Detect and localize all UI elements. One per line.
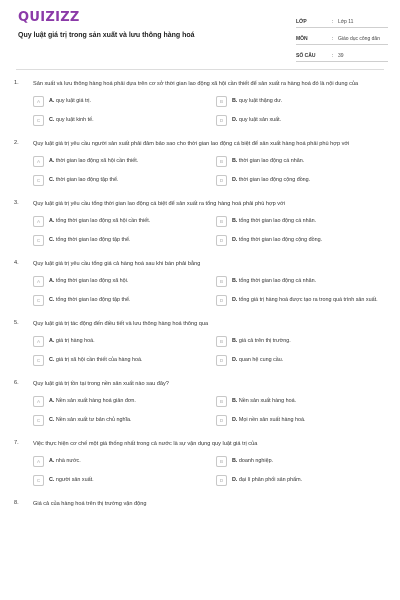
- option-text: [232, 98, 282, 105]
- option-checkbox[interactable]: D: [216, 235, 227, 246]
- option-letter: C.: [49, 116, 55, 123]
- option-checkbox[interactable]: C: [33, 415, 44, 426]
- option-checkbox[interactable]: B: [216, 276, 227, 287]
- answer-option[interactable]: [33, 95, 216, 107]
- answer-options: [33, 335, 388, 366]
- answer-option[interactable]: [216, 114, 399, 126]
- question-text: Quy luật giá trị yêu cầu tổng giá cả hàng hoá sau khi bán phải bằng: [33, 261, 201, 267]
- answer-option[interactable]: [33, 474, 216, 486]
- question-item: [14, 380, 388, 426]
- option-checkbox[interactable]: B: [216, 456, 227, 467]
- option-text: [232, 158, 304, 165]
- answer-option[interactable]: [216, 294, 399, 306]
- option-label: thời gian lao động tập thể.: [55, 176, 119, 183]
- answer-option[interactable]: [33, 155, 216, 167]
- option-checkbox[interactable]: A: [33, 456, 44, 467]
- meta-separator: :: [332, 36, 334, 42]
- answer-option[interactable]: [33, 114, 216, 126]
- option-letter: D.: [232, 236, 238, 243]
- question-item: [14, 80, 388, 126]
- option-letter: B.: [232, 217, 238, 224]
- question-text: Sản xuất và lưu thông hàng hoá phải dựa trên cơ sở thời gian lao động xã hội cần thiết để sản xuất ra hàng hoá đó là nội dung của: [33, 81, 359, 87]
- option-label: quy luật sản xuất.: [238, 116, 282, 123]
- meta-row-class: [296, 12, 388, 28]
- option-checkbox[interactable]: B: [216, 216, 227, 227]
- option-text: [49, 98, 91, 105]
- question-number: 3.: [14, 200, 19, 206]
- option-letter: C.: [49, 416, 55, 423]
- answer-option[interactable]: [216, 354, 399, 366]
- option-letter: C.: [49, 476, 55, 483]
- option-text: [49, 297, 130, 304]
- option-text: [232, 177, 310, 184]
- question-item: [14, 320, 388, 366]
- answer-option[interactable]: [33, 174, 216, 186]
- option-label: quy luật kinh tế.: [55, 116, 94, 123]
- option-letter: D.: [232, 176, 238, 183]
- option-label: tổng thời gian lao động xã hội.: [55, 277, 129, 284]
- option-label: tổng giá trị hàng hoá được tạo ra trong quá trình sản xuất.: [238, 296, 378, 303]
- option-letter: D.: [232, 296, 238, 303]
- question-number: 7.: [14, 440, 19, 446]
- option-checkbox[interactable]: B: [216, 336, 227, 347]
- option-letter: C.: [49, 176, 55, 183]
- option-text: [232, 458, 273, 465]
- answer-option[interactable]: [33, 354, 216, 366]
- answer-options: [33, 155, 388, 186]
- question-item: [14, 440, 388, 486]
- option-text: [49, 477, 94, 484]
- option-text: [49, 117, 94, 124]
- question-number: 1.: [14, 80, 19, 86]
- option-letter: A.: [49, 337, 55, 344]
- meta-value: 39: [338, 53, 344, 59]
- answer-option[interactable]: [216, 474, 399, 486]
- option-label: quan hệ cung cầu.: [238, 356, 284, 363]
- option-checkbox[interactable]: C: [33, 175, 44, 186]
- option-label: Nền sản xuất tư bản chủ nghĩa.: [55, 416, 132, 423]
- option-checkbox[interactable]: A: [33, 336, 44, 347]
- option-label: quy luật thặng dư.: [238, 97, 283, 104]
- question-item: [14, 500, 388, 508]
- answer-option[interactable]: [216, 275, 399, 287]
- option-label: giá cả trên thị trường.: [238, 337, 291, 344]
- answer-option[interactable]: [216, 414, 399, 426]
- option-checkbox[interactable]: D: [216, 175, 227, 186]
- answer-option[interactable]: [216, 395, 399, 407]
- option-letter: A.: [49, 397, 55, 404]
- option-letter: C.: [49, 296, 55, 303]
- option-letter: C.: [49, 356, 55, 363]
- option-text: [49, 218, 150, 225]
- option-checkbox[interactable]: B: [216, 156, 227, 167]
- answer-option[interactable]: [33, 294, 216, 306]
- answer-options: [33, 275, 388, 306]
- option-letter: B.: [232, 457, 238, 464]
- question-number: 6.: [14, 380, 19, 386]
- answer-options: [33, 95, 388, 126]
- meta-separator: :: [332, 19, 334, 25]
- option-label: tổng thời gian lao động xã hội cần thiết.: [55, 217, 151, 224]
- option-letter: C.: [49, 236, 55, 243]
- option-label: doanh nghiệp.: [238, 457, 274, 464]
- option-label: Nền sản xuất hàng hoá.: [238, 397, 297, 404]
- worksheet-title: Quy luật giá trị trong sản xuất và lưu thông hàng hoá: [18, 32, 195, 39]
- meta-row-count: [296, 46, 388, 62]
- option-label: tổng thời gian lao động cá nhân.: [238, 217, 317, 224]
- option-text: [232, 278, 316, 285]
- option-label: thời gian lao động cộng đồng.: [238, 176, 311, 183]
- question-text: Quy luật giá trị tác động đến điều tiết và lưu thông hàng hoá thông qua: [33, 321, 209, 327]
- option-checkbox[interactable]: D: [216, 415, 227, 426]
- option-text: [232, 218, 316, 225]
- answer-option[interactable]: [33, 234, 216, 246]
- option-text: [232, 237, 322, 244]
- option-checkbox[interactable]: C: [33, 475, 44, 486]
- question-text: Quy luật giá trị yêu cầu người sản xuất phải đảm bảo sao cho thời gian lao động cá biệt để sản xuất hàng hoá phải phù hợp với: [33, 141, 350, 147]
- option-text: [49, 398, 136, 405]
- option-text: [49, 177, 119, 184]
- option-label: tổng thời gian lao động cộng đồng.: [238, 236, 323, 243]
- question-number: 2.: [14, 140, 19, 146]
- option-checkbox[interactable]: A: [33, 216, 44, 227]
- answer-option[interactable]: [33, 414, 216, 426]
- answer-option[interactable]: [216, 155, 399, 167]
- answer-option[interactable]: [216, 215, 399, 227]
- answer-option[interactable]: [216, 95, 399, 107]
- option-checkbox[interactable]: D: [216, 115, 227, 126]
- meta-separator: :: [332, 53, 334, 59]
- header-divider: [16, 69, 384, 70]
- answer-options: [33, 215, 388, 246]
- worksheet-meta: [296, 12, 388, 63]
- option-text: [232, 297, 378, 304]
- option-letter: A.: [49, 457, 55, 464]
- meta-label: MÔN: [296, 36, 308, 42]
- question-list: [0, 80, 400, 508]
- option-label: thời gian lao động xã hội cần thiết.: [55, 157, 139, 164]
- option-checkbox[interactable]: C: [33, 295, 44, 306]
- question-item: [14, 140, 388, 186]
- option-text: [232, 338, 291, 345]
- question-number: 5.: [14, 320, 19, 326]
- answer-option[interactable]: [33, 335, 216, 347]
- question-text: Quy luật giá trị yêu cầu tổng thời gian lao động cá biệt để sản xuất ra tổng hàng hoá phải phù hợp với: [33, 201, 286, 207]
- meta-label: LỚP: [296, 19, 307, 25]
- option-letter: A.: [49, 97, 55, 104]
- answer-options: [33, 395, 388, 426]
- option-label: Mọi nền sản xuất hàng hoá.: [238, 416, 306, 423]
- option-label: Nền sản xuất hàng hoá giản đơn.: [55, 397, 136, 404]
- option-text: [232, 417, 305, 424]
- option-label: tổng thời gian lao động tập thể.: [55, 296, 131, 303]
- option-text: [232, 357, 283, 364]
- option-label: giá trị hàng hoá.: [55, 337, 95, 344]
- option-letter: B.: [232, 157, 238, 164]
- option-letter: D.: [232, 116, 238, 123]
- answer-option[interactable]: [216, 455, 399, 467]
- question-text: Giá cả của hàng hoá trên thị trường vận động: [33, 501, 147, 507]
- option-text: [49, 458, 81, 465]
- question-number: 4.: [14, 260, 19, 266]
- option-checkbox[interactable]: D: [216, 355, 227, 366]
- answer-option[interactable]: [216, 174, 399, 186]
- option-label: nhà nước.: [55, 457, 81, 464]
- option-letter: B.: [232, 397, 238, 404]
- option-checkbox[interactable]: A: [33, 396, 44, 407]
- question-item: [14, 260, 388, 306]
- option-text: [49, 237, 130, 244]
- option-label: đại lí phân phối sản phẩm.: [238, 476, 303, 483]
- option-letter: B.: [232, 277, 238, 284]
- option-label: người sản xuất.: [55, 476, 94, 483]
- meta-value: Lớp 11: [338, 19, 354, 25]
- meta-row-subject: [296, 29, 388, 45]
- option-text: [49, 338, 95, 345]
- option-text: [49, 417, 131, 424]
- option-letter: B.: [232, 337, 238, 344]
- option-text: [49, 278, 128, 285]
- option-letter: B.: [232, 97, 238, 104]
- option-letter: A.: [49, 217, 55, 224]
- answer-option[interactable]: [33, 455, 216, 467]
- question-item: [14, 200, 388, 246]
- option-letter: D.: [232, 356, 238, 363]
- option-text: [232, 117, 281, 124]
- option-label: tổng thời gian lao động cá nhân.: [238, 277, 317, 284]
- quizizz-logo: QUIZIZZ: [18, 10, 80, 25]
- answer-option[interactable]: [33, 215, 216, 227]
- option-label: giá trị xã hội cần thiết của hàng hoá.: [55, 356, 143, 363]
- option-label: quy luật giá trị.: [55, 97, 91, 104]
- meta-value: Giáo dục công dân: [338, 36, 380, 42]
- option-letter: D.: [232, 416, 238, 423]
- option-checkbox[interactable]: C: [33, 235, 44, 246]
- option-checkbox[interactable]: C: [33, 115, 44, 126]
- option-checkbox[interactable]: B: [216, 96, 227, 107]
- answer-options: [33, 455, 388, 486]
- meta-label: SỐ CÂU: [296, 53, 316, 59]
- option-checkbox[interactable]: D: [216, 295, 227, 306]
- option-text: [232, 477, 302, 484]
- answer-option[interactable]: [216, 234, 399, 246]
- option-checkbox[interactable]: A: [33, 96, 44, 107]
- option-checkbox[interactable]: D: [216, 475, 227, 486]
- option-text: [49, 158, 138, 165]
- option-letter: A.: [49, 277, 55, 284]
- question-number: 8.: [14, 500, 19, 506]
- option-letter: D.: [232, 476, 238, 483]
- answer-option[interactable]: [216, 335, 399, 347]
- option-checkbox[interactable]: B: [216, 396, 227, 407]
- answer-option[interactable]: [33, 395, 216, 407]
- question-text: Việc thực hiện cơ chế một giá thống nhất trong cả nước là sự vận dụng quy luật giá trị của: [33, 441, 258, 447]
- answer-option[interactable]: [33, 275, 216, 287]
- option-checkbox[interactable]: C: [33, 355, 44, 366]
- option-label: thời gian lao động cá nhân.: [238, 157, 305, 164]
- question-text: Quy luật giá trị tồn tại trong nền sản xuất nào sau đây?: [33, 381, 169, 387]
- option-text: [49, 357, 143, 364]
- option-checkbox[interactable]: A: [33, 276, 44, 287]
- option-checkbox[interactable]: A: [33, 156, 44, 167]
- option-label: tổng thời gian lao động tập thể.: [55, 236, 131, 243]
- option-letter: A.: [49, 157, 55, 164]
- option-text: [232, 398, 296, 405]
- page-header: [0, 0, 400, 70]
